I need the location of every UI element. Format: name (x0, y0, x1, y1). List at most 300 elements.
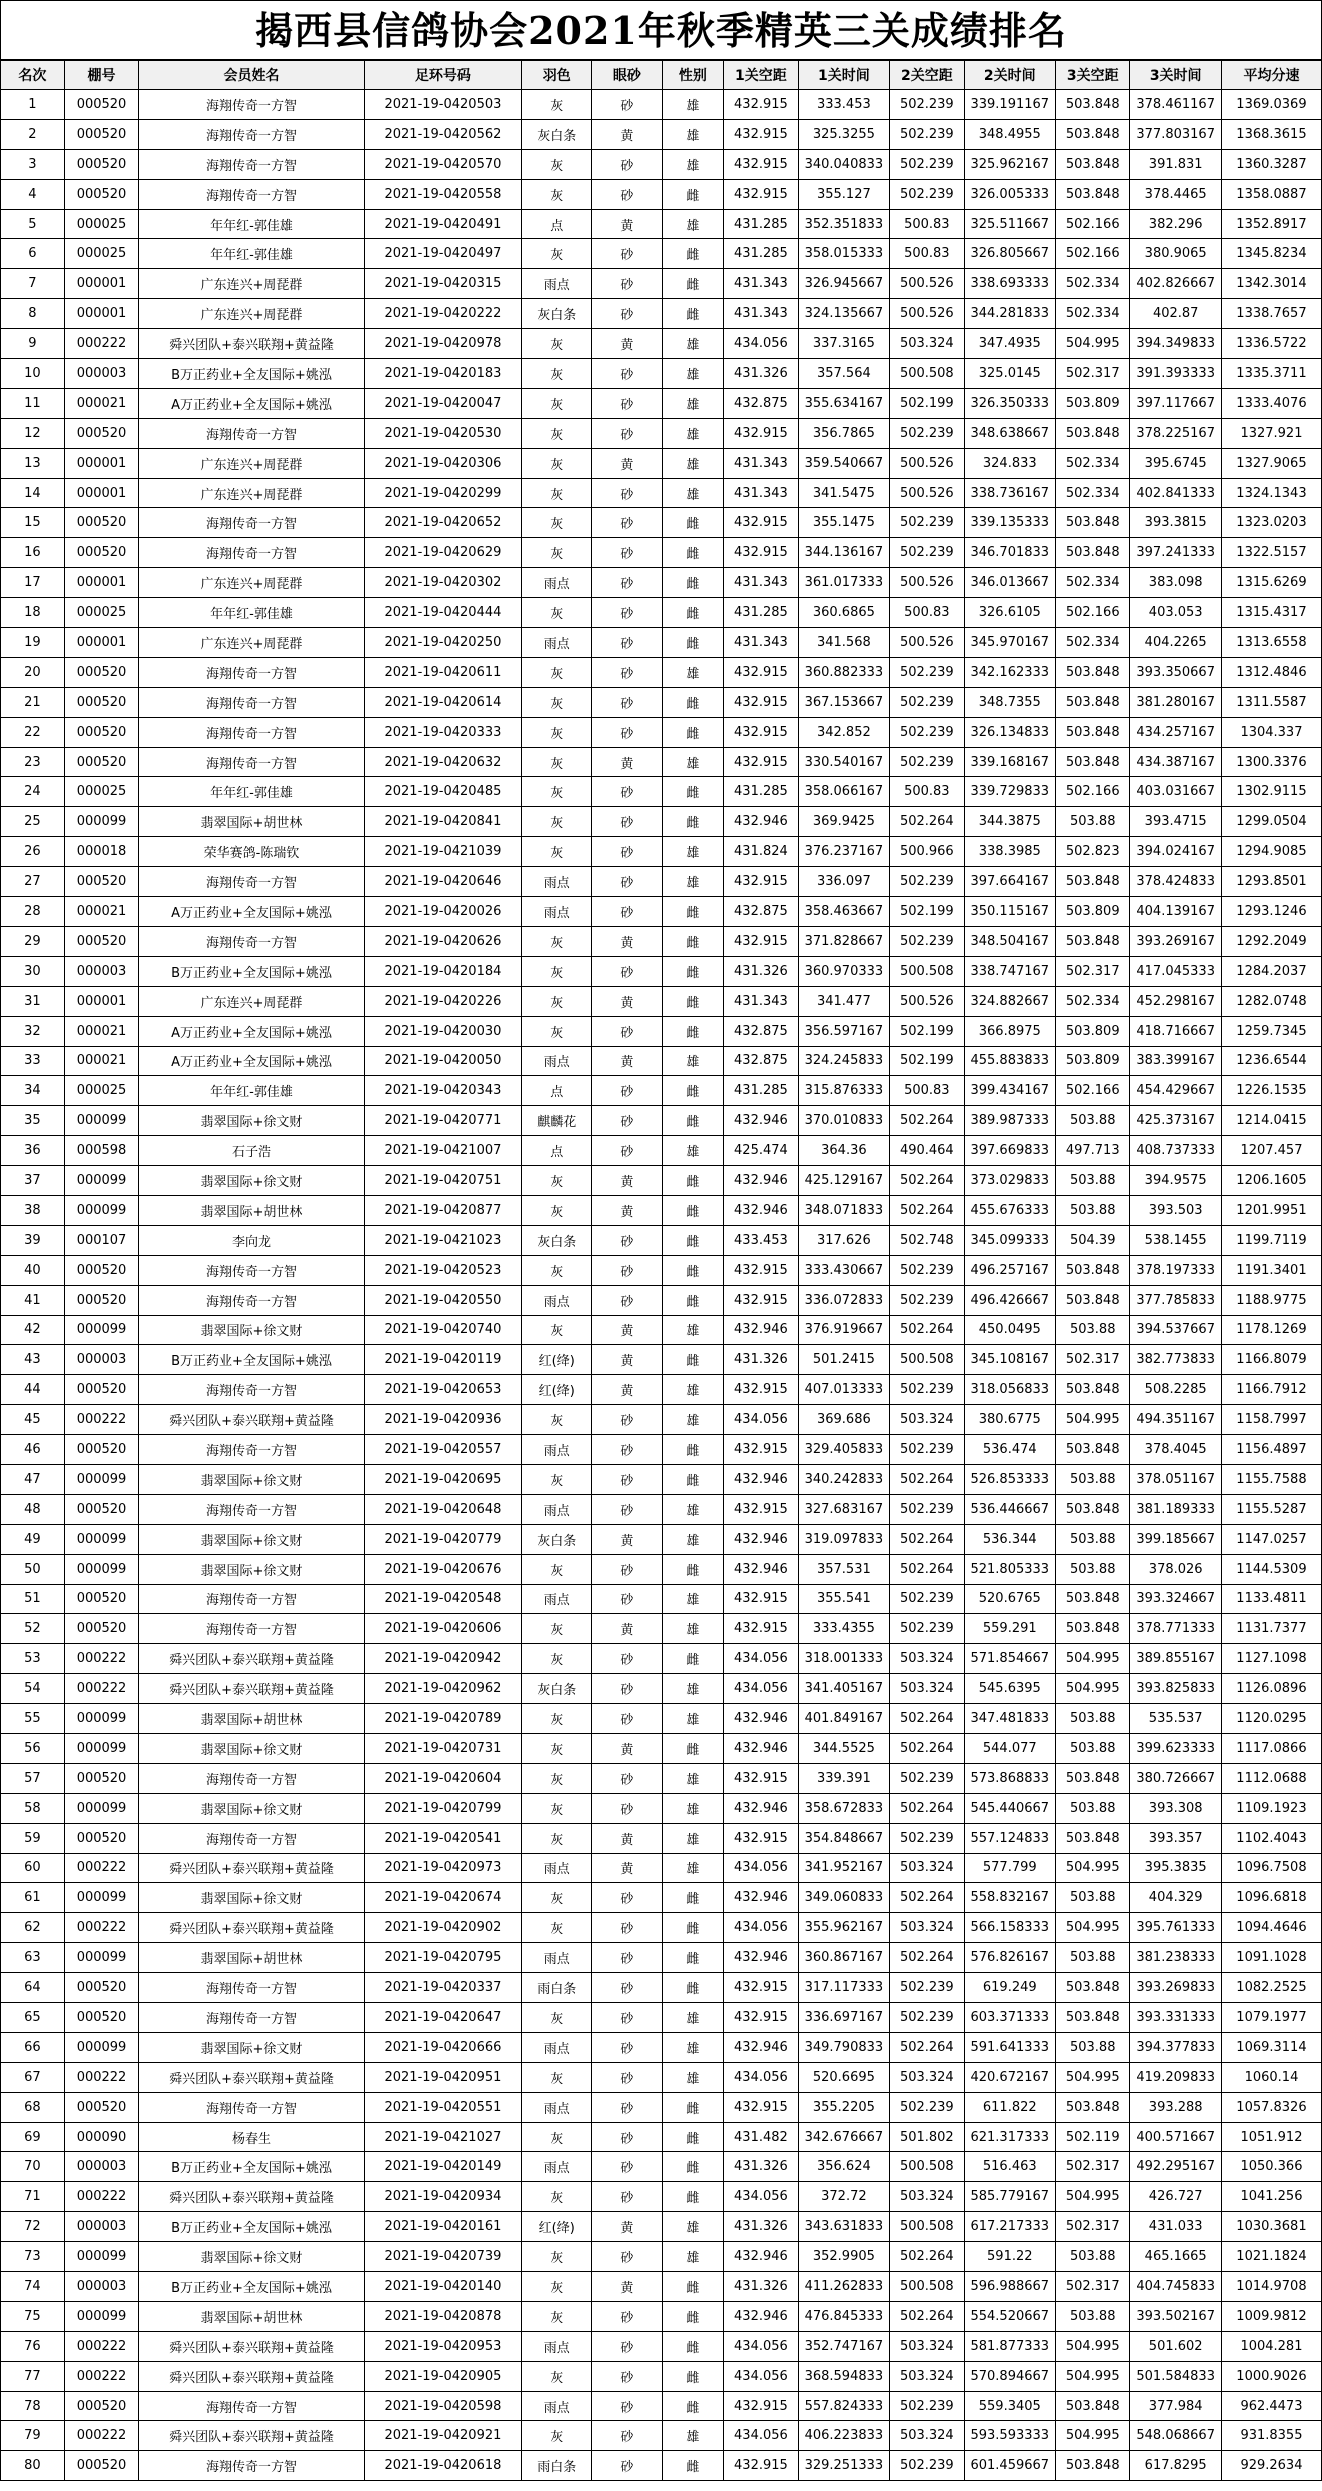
table-cell: 502.334 (1056, 299, 1130, 329)
table-cell: 502.239 (890, 926, 964, 956)
table-cell: 394.537667 (1130, 1315, 1221, 1345)
table-cell: 17 (1, 568, 65, 598)
table-cell: 55 (1, 1704, 65, 1734)
table-cell: 391.393333 (1130, 359, 1221, 389)
table-cell: 548.068667 (1130, 2421, 1221, 2451)
table-cell: 雄 (662, 1524, 724, 1554)
table-cell: 砂 (592, 1793, 662, 1823)
table-row (1, 388, 1322, 418)
table-cell: 2021-19-0420523 (364, 1255, 521, 1285)
table-cell: 雌 (662, 807, 724, 837)
table-cell: 42 (1, 1315, 65, 1345)
table-row (1, 1614, 1322, 1644)
table-cell: 338.736167 (964, 478, 1055, 508)
table-cell: 502.264 (890, 1315, 964, 1345)
table-cell: 1313.6558 (1221, 628, 1321, 658)
table-cell: 黄 (592, 1614, 662, 1644)
table-cell: 380.6775 (964, 1405, 1055, 1435)
table-cell: 2021-19-0420530 (364, 418, 521, 448)
table-cell: 69 (1, 2122, 65, 2152)
table-cell: 1368.3615 (1221, 119, 1321, 149)
table-cell: 325.3255 (798, 119, 889, 149)
table-cell: 000598 (64, 1136, 138, 1166)
table-row (1, 149, 1322, 179)
table-cell: 海翔传奇一方智 (139, 1763, 364, 1793)
table-cell: 46 (1, 1435, 65, 1465)
table-cell: 砂 (592, 1973, 662, 2003)
table-cell: 2021-19-0420739 (364, 2242, 521, 2272)
table-cell: 358.463667 (798, 897, 889, 927)
table-row (1, 1524, 1322, 1554)
table-cell: 2021-19-0420618 (364, 2451, 521, 2481)
table-cell: 2 (1, 119, 65, 149)
table-cell: 砂 (592, 897, 662, 927)
table-cell: 502.239 (890, 2003, 964, 2033)
table-cell: 404.745833 (1130, 2272, 1221, 2302)
table-cell: 砂 (592, 1076, 662, 1106)
table-row (1, 2032, 1322, 2062)
table-cell: 404.2265 (1130, 628, 1221, 658)
table-cell: 1352.8917 (1221, 209, 1321, 239)
table-cell: 黄 (592, 1853, 662, 1883)
table-cell: 503.88 (1056, 1315, 1130, 1345)
column-header: 名次 (1, 61, 65, 90)
table-cell: 29 (1, 926, 65, 956)
table-cell: 雨点 (522, 628, 592, 658)
table-cell: 502.239 (890, 1973, 964, 2003)
table-cell: 雄 (662, 478, 724, 508)
table-cell: 25 (1, 807, 65, 837)
table-cell: 502.239 (890, 1584, 964, 1614)
table-cell: 砂 (592, 717, 662, 747)
table-cell: 2021-19-0420497 (364, 239, 521, 269)
table-cell: 325.962167 (964, 149, 1055, 179)
table-cell: 点 (522, 1136, 592, 1166)
table-cell: 雌 (662, 2331, 724, 2361)
table-cell: 432.915 (724, 538, 798, 568)
table-cell: 67 (1, 2062, 65, 2092)
table-cell: 500.526 (890, 568, 964, 598)
table-cell: 1199.7119 (1221, 1225, 1321, 1255)
table-cell: 333.430667 (798, 1255, 889, 1285)
table-cell: 503.809 (1056, 1016, 1130, 1046)
column-header: 羽色 (522, 61, 592, 90)
table-cell: 000001 (64, 568, 138, 598)
table-cell: 2021-19-0420771 (364, 1106, 521, 1136)
table-cell: 灰 (522, 1405, 592, 1435)
table-cell: 雄 (662, 2032, 724, 2062)
table-cell: 雌 (662, 2301, 724, 2331)
table-row (1, 418, 1322, 448)
table-row (1, 2092, 1322, 2122)
table-cell: 503.848 (1056, 2391, 1130, 2421)
table-cell: 灰 (522, 687, 592, 717)
table-cell: 年年红-郭佳雄 (139, 209, 364, 239)
table-cell: 海翔传奇一方智 (139, 538, 364, 568)
table-cell: 341.405167 (798, 1674, 889, 1704)
table-cell: 432.946 (724, 1793, 798, 1823)
table-cell: 灰 (522, 90, 592, 120)
table-cell: 431.343 (724, 628, 798, 658)
table-cell: 1069.3114 (1221, 2032, 1321, 2062)
table-cell: 翡翠国际+徐文财 (139, 2242, 364, 2272)
table-cell: 雌 (662, 269, 724, 299)
table-cell: 500.526 (890, 478, 964, 508)
table-row (1, 2451, 1322, 2481)
table-cell: 557.124833 (964, 1823, 1055, 1853)
table-cell: 000001 (64, 986, 138, 1016)
table-cell: 502.264 (890, 1733, 964, 1763)
table-cell: 000003 (64, 2272, 138, 2302)
table-cell: 砂 (592, 1644, 662, 1674)
table-cell: 000520 (64, 1285, 138, 1315)
table-cell: 雄 (662, 1674, 724, 1704)
table-cell: 雄 (662, 1375, 724, 1405)
table-cell: 336.072833 (798, 1285, 889, 1315)
table-cell: 51 (1, 1584, 65, 1614)
table-cell: 1259.7345 (1221, 1016, 1321, 1046)
table-cell: 雨点 (522, 2092, 592, 2122)
table-cell: 432.875 (724, 388, 798, 418)
table-cell: 2021-19-0420183 (364, 359, 521, 389)
table-cell: 雨点 (522, 2331, 592, 2361)
table-cell: 000222 (64, 1405, 138, 1435)
table-cell: 502.264 (890, 1106, 964, 1136)
table-row (1, 1225, 1322, 1255)
table-cell: 355.962167 (798, 1913, 889, 1943)
table-cell: 2021-19-0420799 (364, 1793, 521, 1823)
table-cell: 灰 (522, 1166, 592, 1196)
table-cell: 502.239 (890, 538, 964, 568)
table-cell: 1333.4076 (1221, 388, 1321, 418)
table-cell: 432.915 (724, 418, 798, 448)
table-cell: 500.83 (890, 239, 964, 269)
table-cell: 2021-19-0420795 (364, 1943, 521, 1973)
table-row (1, 1584, 1322, 1614)
table-cell: 雌 (662, 956, 724, 986)
table-cell: 52 (1, 1614, 65, 1644)
table-cell: 7 (1, 269, 65, 299)
table-cell: 雄 (662, 149, 724, 179)
table-cell: 雌 (662, 1166, 724, 1196)
table-row (1, 657, 1322, 687)
table-cell: 35 (1, 1106, 65, 1136)
table-cell: 雌 (662, 717, 724, 747)
table-cell: 378.026 (1130, 1554, 1221, 1584)
table-cell: 1315.4317 (1221, 598, 1321, 628)
table-cell: 397.241333 (1130, 538, 1221, 568)
table-cell: 灰 (522, 1464, 592, 1494)
table-row (1, 2003, 1322, 2033)
table-cell: 广东连兴+周琵群 (139, 478, 364, 508)
table-cell: 502.239 (890, 90, 964, 120)
table-cell: 2021-19-0420973 (364, 1853, 521, 1883)
table-row (1, 1345, 1322, 1375)
table-cell: 344.5525 (798, 1733, 889, 1763)
table-cell: 325.0145 (964, 359, 1055, 389)
table-cell: 砂 (592, 269, 662, 299)
column-header: 1关空距 (724, 61, 798, 90)
table-cell: 338.747167 (964, 956, 1055, 986)
table-cell: 翡翠国际+胡世林 (139, 1704, 364, 1734)
table-cell: 378.051167 (1130, 1464, 1221, 1494)
table-cell: 000222 (64, 2331, 138, 2361)
table-cell: 000520 (64, 747, 138, 777)
table-cell: 砂 (592, 1584, 662, 1614)
table-cell: 砂 (592, 2122, 662, 2152)
table-cell: 翡翠国际+胡世林 (139, 1195, 364, 1225)
table-cell: 海翔传奇一方智 (139, 1255, 364, 1285)
table-cell: 雌 (662, 2122, 724, 2152)
table-cell: 324.245833 (798, 1046, 889, 1076)
table-cell: 1127.1098 (1221, 1644, 1321, 1674)
table-cell: 雄 (662, 1136, 724, 1166)
table-cell: 雄 (662, 448, 724, 478)
table-cell: 504.995 (1056, 1405, 1130, 1435)
table-cell: 3 (1, 149, 65, 179)
table-cell: 000003 (64, 2212, 138, 2242)
table-cell: 500.526 (890, 628, 964, 658)
table-cell: 舜兴团队+泰兴联翔+黄益隆 (139, 1674, 364, 1704)
table-cell: 502.166 (1056, 209, 1130, 239)
table-cell: 2021-19-0420648 (364, 1494, 521, 1524)
table-cell: 海翔传奇一方智 (139, 1973, 364, 2003)
page-title: 揭西县信鸽协会2021年秋季精英三关成绩排名 (0, 0, 1322, 60)
table-cell: 砂 (592, 2361, 662, 2391)
table-cell: 黄 (592, 2272, 662, 2302)
table-cell: 舜兴团队+泰兴联翔+黄益隆 (139, 1913, 364, 1943)
table-cell: 2021-19-0420936 (364, 1405, 521, 1435)
table-cell: 78 (1, 2391, 65, 2421)
table-cell: 425.373167 (1130, 1106, 1221, 1136)
table-cell: 灰 (522, 329, 592, 359)
table-row (1, 897, 1322, 927)
table-cell: 502.239 (890, 1494, 964, 1524)
table-cell: 广东连兴+周琵群 (139, 299, 364, 329)
table-cell: 000099 (64, 1464, 138, 1494)
table-cell: 434.056 (724, 329, 798, 359)
table-cell: A万正药业+全友国际+姚泓 (139, 897, 364, 927)
table-cell: 502.239 (890, 1435, 964, 1465)
table-cell: 000520 (64, 1255, 138, 1285)
table-row (1, 538, 1322, 568)
table-cell: 000520 (64, 2003, 138, 2033)
table-cell: 503.848 (1056, 1763, 1130, 1793)
table-cell: 352.9905 (798, 2242, 889, 2272)
table-cell: 502.264 (890, 1704, 964, 1734)
table-cell: 砂 (592, 2421, 662, 2451)
table-cell: 海翔传奇一方智 (139, 657, 364, 687)
table-cell: 雨点 (522, 1435, 592, 1465)
table-cell: 500.83 (890, 1076, 964, 1106)
table-cell: 砂 (592, 2301, 662, 2331)
table-row (1, 598, 1322, 628)
table-cell: 450.0495 (964, 1315, 1055, 1345)
table-cell: 000099 (64, 1524, 138, 1554)
table-cell: 432.915 (724, 747, 798, 777)
table-cell: 2021-19-0420184 (364, 956, 521, 986)
table-cell: 2021-19-0420161 (364, 2212, 521, 2242)
table-cell: 2021-19-0421039 (364, 837, 521, 867)
table-cell: 海翔传奇一方智 (139, 2451, 364, 2481)
table-cell: 22 (1, 717, 65, 747)
table-cell: 1302.9115 (1221, 777, 1321, 807)
table-cell: 434.056 (724, 1674, 798, 1704)
table-cell: 391.831 (1130, 149, 1221, 179)
table-cell: 2021-19-0420047 (364, 388, 521, 418)
table-cell: 503.324 (890, 1644, 964, 1674)
table-cell: 海翔传奇一方智 (139, 926, 364, 956)
table-cell: 灰 (522, 538, 592, 568)
table-cell: 2021-19-0420978 (364, 329, 521, 359)
table-cell: 432.915 (724, 149, 798, 179)
table-row (1, 90, 1322, 120)
table-cell: 1166.7912 (1221, 1375, 1321, 1405)
table-cell: 砂 (592, 1405, 662, 1435)
table-cell: 431.326 (724, 956, 798, 986)
table-cell: 340.040833 (798, 149, 889, 179)
table-cell: 4 (1, 179, 65, 209)
table-cell: 1155.5287 (1221, 1494, 1321, 1524)
table-cell: 317.626 (798, 1225, 889, 1255)
table-cell: 79 (1, 2421, 65, 2451)
table-cell: 559.291 (964, 1614, 1055, 1644)
table-cell: 401.849167 (798, 1704, 889, 1734)
table-cell: 000003 (64, 956, 138, 986)
table-cell: 2021-19-0420315 (364, 269, 521, 299)
table-cell: 404.139167 (1130, 897, 1221, 927)
table-cell: 雌 (662, 897, 724, 927)
table-row (1, 2391, 1322, 2421)
table-cell: 1327.921 (1221, 418, 1321, 448)
table-cell: 2021-19-0420541 (364, 1823, 521, 1853)
table-cell: 6 (1, 239, 65, 269)
table-cell: 326.350333 (964, 388, 1055, 418)
table-cell: 502.239 (890, 1375, 964, 1405)
table-cell: 315.876333 (798, 1076, 889, 1106)
table-cell: 577.799 (964, 1853, 1055, 1883)
table-cell: 1117.0866 (1221, 1733, 1321, 1763)
table-cell: 500.526 (890, 269, 964, 299)
table-cell: 1188.9775 (1221, 1285, 1321, 1315)
table-cell: 431.326 (724, 359, 798, 389)
table-cell: 1096.6818 (1221, 1883, 1321, 1913)
table-cell: 71 (1, 2182, 65, 2212)
table-cell: 338.3985 (964, 837, 1055, 867)
table-cell: 502.334 (1056, 478, 1130, 508)
table-cell: 500.966 (890, 837, 964, 867)
table-row (1, 269, 1322, 299)
table-cell: 381.280167 (1130, 687, 1221, 717)
table-cell: 500.83 (890, 777, 964, 807)
table-cell: 000099 (64, 807, 138, 837)
table-cell: 434.387167 (1130, 747, 1221, 777)
table-cell: 雌 (662, 568, 724, 598)
table-cell: 2021-19-0420951 (364, 2062, 521, 2092)
table-cell: 2021-19-0420653 (364, 1375, 521, 1405)
table-cell: 432.915 (724, 2003, 798, 2033)
table-cell: 49 (1, 1524, 65, 1554)
table-cell: 380.726667 (1130, 1763, 1221, 1793)
table-row (1, 2421, 1322, 2451)
table-cell: 432.946 (724, 2242, 798, 2272)
table-cell: 591.641333 (964, 2032, 1055, 2062)
table-cell: 503.848 (1056, 119, 1130, 149)
table-cell: 2021-19-0420149 (364, 2152, 521, 2182)
table-cell: 雌 (662, 2272, 724, 2302)
table-cell: 432.915 (724, 2092, 798, 2122)
table-cell: 黄 (592, 1315, 662, 1345)
table-cell: 502.264 (890, 2242, 964, 2272)
table-cell: 494.351167 (1130, 1405, 1221, 1435)
table-cell: 000003 (64, 1345, 138, 1375)
table-cell: 2021-19-0420337 (364, 1973, 521, 2003)
table-cell: 舜兴团队+泰兴联翔+黄益隆 (139, 2421, 364, 2451)
table-cell: 海翔传奇一方智 (139, 687, 364, 717)
table-cell: 1304.337 (1221, 717, 1321, 747)
table-cell: 1041.256 (1221, 2182, 1321, 2212)
table-cell: 000025 (64, 1076, 138, 1106)
table-cell: 502.239 (890, 149, 964, 179)
table-cell: 434.056 (724, 2421, 798, 2451)
table-cell: 灰 (522, 388, 592, 418)
table-cell: 2021-19-0421027 (364, 2122, 521, 2152)
table-cell: 海翔传奇一方智 (139, 1494, 364, 1524)
table-cell: 砂 (592, 299, 662, 329)
table-cell: 海翔传奇一方智 (139, 1375, 364, 1405)
table-cell: 352.747167 (798, 2331, 889, 2361)
table-cell: 翡翠国际+徐文财 (139, 1554, 364, 1584)
table-cell: 432.915 (724, 119, 798, 149)
table-row (1, 687, 1322, 717)
table-cell: 砂 (592, 508, 662, 538)
table-cell: 2021-19-0420731 (364, 1733, 521, 1763)
table-cell: 342.162333 (964, 657, 1055, 687)
table-cell: 000021 (64, 1016, 138, 1046)
table-cell: 53 (1, 1644, 65, 1674)
table-cell: 502.239 (890, 657, 964, 687)
table-cell: 420.672167 (964, 2062, 1055, 2092)
table-cell: 000520 (64, 2092, 138, 2122)
table-cell: 503.88 (1056, 1704, 1130, 1734)
table-cell: 雌 (662, 1733, 724, 1763)
table-row (1, 359, 1322, 389)
table-cell: 黄 (592, 1195, 662, 1225)
table-cell: 000001 (64, 299, 138, 329)
table-cell: 432.915 (724, 1614, 798, 1644)
table-cell: 317.117333 (798, 1973, 889, 2003)
table-cell: 502.239 (890, 179, 964, 209)
table-cell: 382.296 (1130, 209, 1221, 239)
table-cell: 356.7865 (798, 418, 889, 448)
table-cell: 360.6865 (798, 598, 889, 628)
table-cell: 翡翠国际+胡世林 (139, 807, 364, 837)
table-cell: 1300.3376 (1221, 747, 1321, 777)
table-cell: 502.239 (890, 119, 964, 149)
table-cell: 395.761333 (1130, 1913, 1221, 1943)
table-cell: 9 (1, 329, 65, 359)
table-cell: 502.264 (890, 1883, 964, 1913)
table-cell: 000520 (64, 1584, 138, 1614)
table-cell: 雌 (662, 926, 724, 956)
table-cell: 366.8975 (964, 1016, 1055, 1046)
table-row (1, 1704, 1322, 1734)
table-cell: 麒麟花 (522, 1106, 592, 1136)
table-cell: 348.071833 (798, 1195, 889, 1225)
table-row (1, 1644, 1322, 1674)
table-cell: 502.334 (1056, 269, 1130, 299)
table-cell: 砂 (592, 1763, 662, 1793)
